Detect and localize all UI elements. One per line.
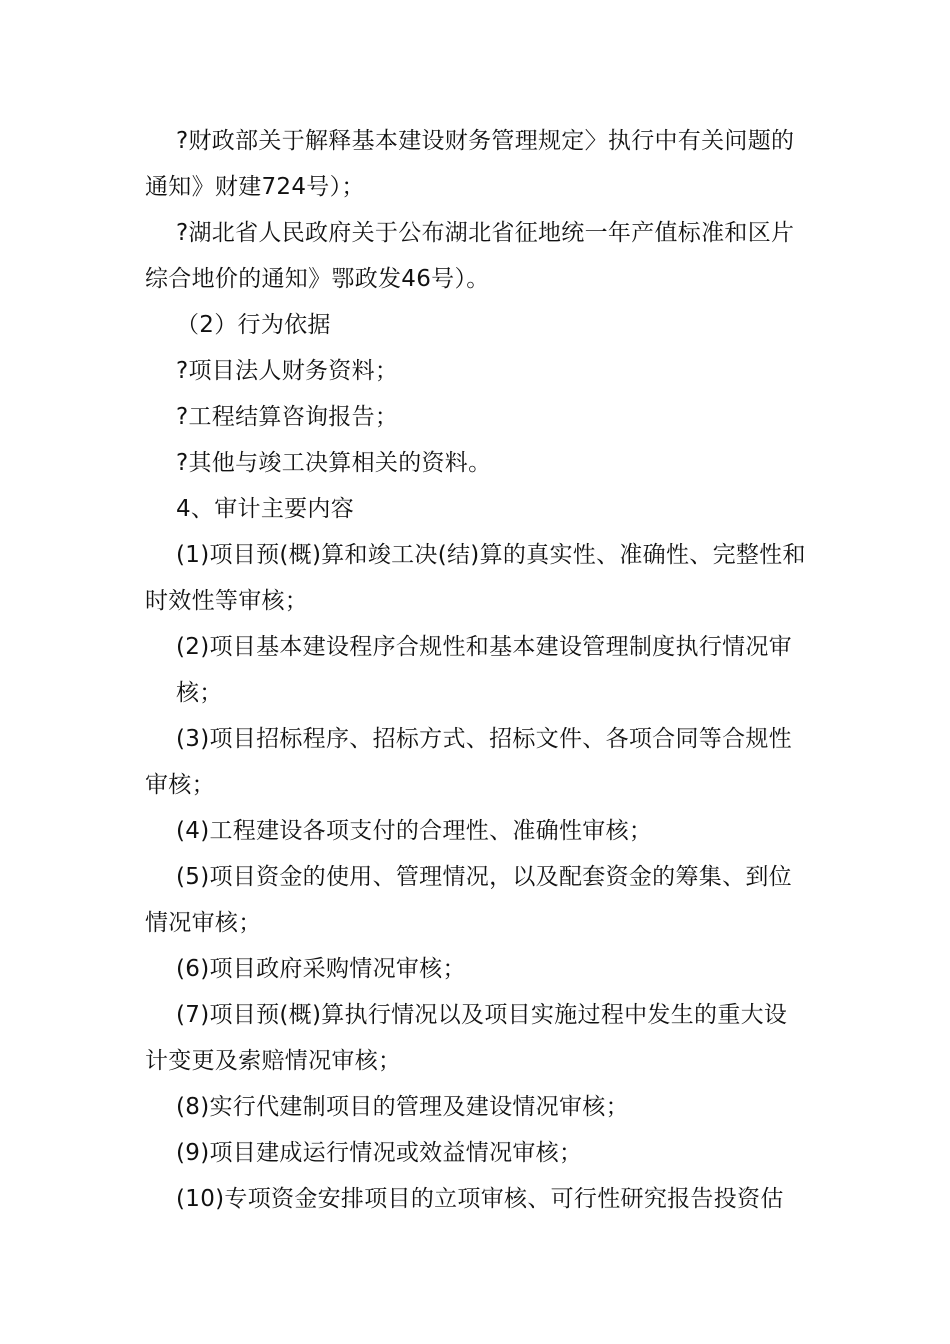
paragraph-basis-other-data: ?其他与竣工决算相关的资料。 <box>176 450 492 476</box>
paragraph-basis-financial-data: ?项目法人财务资料； <box>176 358 399 384</box>
paragraph-regulation-hubei: ?湖北省人民政府关于公布湖北省征地统一年产值标准和区片综合地价的通知》鄂政发46号）。 <box>145 220 795 292</box>
list-item-audit-7: (7)项目预(概)算执行情况以及项目实施过程中发生的重大设计变更及索赔情况审核； <box>145 1002 788 1074</box>
section-heading-audit-content: 4、审计主要内容 <box>176 496 355 522</box>
paragraph-basis-settlement-report: ?工程结算咨询报告； <box>176 404 399 430</box>
list-item-audit-4: (4)工程建设各项支付的合理性、准确性审核； <box>176 818 653 844</box>
list-item-audit-5: (5)项目资金的使用、管理情况，以及配套资金的筹集、到位情况审核； <box>145 864 792 936</box>
list-item-audit-8: (8)实行代建制项目的管理及建设情况审核； <box>176 1094 629 1120</box>
section-heading-behavior-basis: （2）行为依据 <box>176 312 331 338</box>
list-item-audit-10: (10)专项资金安排项目的立项审核、可行性研究报告投资估 <box>176 1186 784 1212</box>
list-item-audit-9: (9)项目建成运行情况或效益情况审核； <box>176 1140 583 1166</box>
document-body <box>145 118 810 1222</box>
list-item-audit-1: (1)项目预(概)算和竣工决(结)算的真实性、准确性、完整性和时效性等审核； <box>145 542 806 614</box>
list-item-audit-3: (3)项目招标程序、招标方式、招标文件、各项合同等合规性审核； <box>145 726 792 798</box>
list-item-audit-6: (6)项目政府采购情况审核； <box>176 956 466 982</box>
list-item-audit-2: (2)项目基本建设程序合规性和基本建设管理制度执行情况审核； <box>176 634 792 706</box>
paragraph-regulation-finance-ministry: ?财政部关于解释基本建设财务管理规定〉执行中有关问题的通知》财建724号）； <box>145 128 795 200</box>
